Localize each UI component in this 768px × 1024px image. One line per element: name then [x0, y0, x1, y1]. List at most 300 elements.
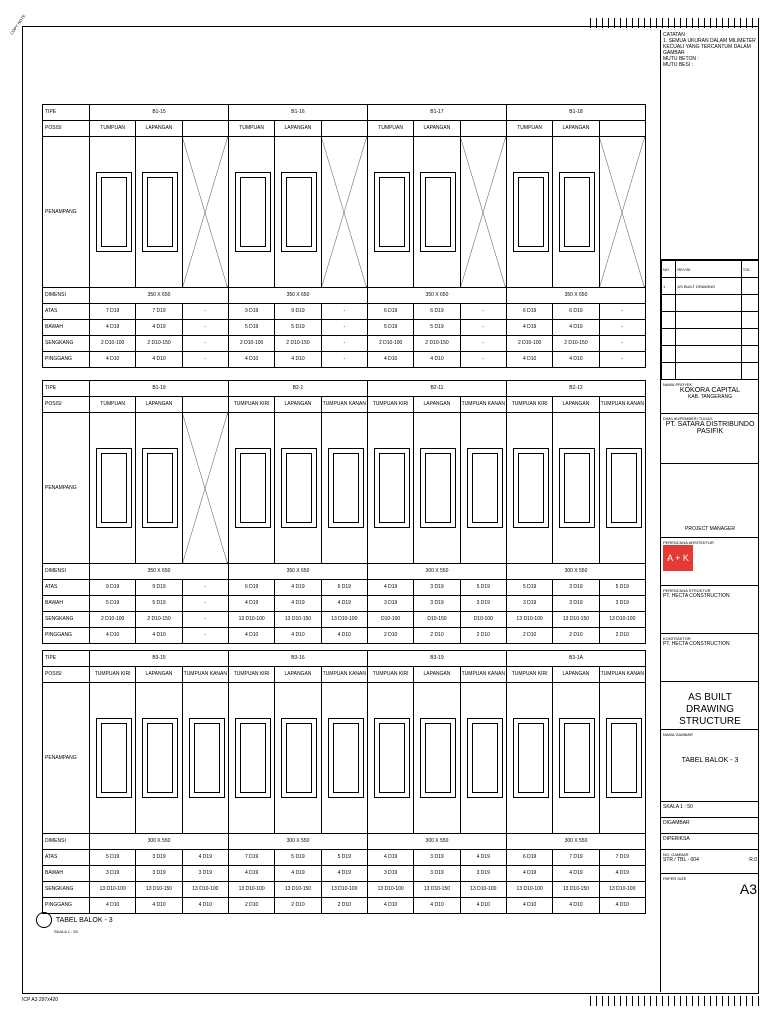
- beam-stirrup-value: 2 D10-100: [228, 336, 274, 352]
- beam-dimension: 350 X 650: [90, 288, 229, 304]
- beam-section: [460, 683, 506, 834]
- beam-bottom-value: 5 D19: [90, 596, 136, 612]
- beam-bottom-value: 5 D19: [367, 320, 413, 336]
- beam-position: LAPANGAN: [275, 397, 321, 413]
- cross-section-drawing: [420, 448, 456, 528]
- beam-bottom-value: 4 D19: [321, 596, 367, 612]
- cross-section-drawing: [374, 718, 410, 798]
- project-name: KOKORA CAPITAL: [679, 387, 741, 394]
- beam-bottom-value: -: [182, 596, 228, 612]
- notes-section: [661, 30, 759, 260]
- beam-position: TUMPUAN KIRI: [228, 397, 274, 413]
- beam-side-value: 2 D10: [506, 628, 552, 644]
- cross-section-drawing: [235, 718, 271, 798]
- beam-stirrup-value: 13 D10-100: [228, 882, 274, 898]
- beam-side-value: 2 D10: [228, 898, 274, 914]
- beam-side-value: 2 D10: [367, 628, 413, 644]
- beam-side-value: 4 D10: [90, 628, 136, 644]
- beam-dimension: 350 X 650: [90, 564, 229, 580]
- beam-stirrup-value: 2 D10-100: [90, 336, 136, 352]
- note-3: MUTU BESI :: [663, 62, 694, 68]
- beam-top-value: 5 D19: [460, 580, 506, 596]
- architect-section: [661, 538, 759, 586]
- beam-bottom-value: 3 D19: [506, 596, 552, 612]
- cross-section-drawing: [513, 448, 549, 528]
- beam-stirrup-value: 13 D10-100: [321, 612, 367, 628]
- beam-dimension: 350 X 650: [367, 288, 506, 304]
- beam-bottom-value: 3 D19: [553, 596, 599, 612]
- rev-col-desc: REVISI: [676, 261, 741, 278]
- beam-position: TUMPUAN KANAN: [460, 667, 506, 683]
- rev-col-no: NO: [662, 261, 676, 278]
- caption-circle-icon: [36, 912, 52, 928]
- beam-top-value: -: [182, 580, 228, 596]
- beam-top-value: 6 D19: [553, 304, 599, 320]
- scale-value: 1 : 50: [680, 804, 693, 810]
- beam-stirrup-value: 13 D10-100: [506, 882, 552, 898]
- beam-side-value: 4 D10: [136, 628, 182, 644]
- row-label: ATAS: [43, 304, 90, 320]
- beam-section: [136, 413, 182, 564]
- beam-position: TUMPUAN KIRI: [90, 667, 136, 683]
- beam-position: TUMPUAN KANAN: [182, 667, 228, 683]
- beam-stirrup-value: 2 D10-150: [414, 336, 460, 352]
- beam-side-value: 4 D10: [182, 898, 228, 914]
- beam-side-value: 4 D10: [90, 352, 136, 368]
- beam-top-value: 9 D19: [136, 580, 182, 596]
- beam-section: [367, 683, 413, 834]
- row-label: TIPE: [43, 105, 90, 121]
- cross-section-drawing: [328, 448, 364, 528]
- beam-top-value: 4 D19: [367, 580, 413, 596]
- beam-section: [275, 683, 321, 834]
- structure-company: PT. HECTA CONSTRUCTION: [663, 593, 730, 599]
- beam-position: TUMPUAN KANAN: [599, 667, 645, 683]
- cross-section-drawing: [96, 718, 132, 798]
- beam-top-value: 5 D19: [275, 850, 321, 866]
- beam-side-value: 2 D10: [599, 628, 645, 644]
- structure-label: PERENCANA STRUKTUR: [663, 588, 711, 593]
- beam-bottom-value: 4 D19: [136, 320, 182, 336]
- beam-name: B1-17: [367, 105, 506, 121]
- beam-top-value: 5 D19: [90, 850, 136, 866]
- beam-position: TUMPUAN KANAN: [599, 397, 645, 413]
- beam-bottom-value: 3 D19: [136, 866, 182, 882]
- sheet-no: STR / TBL - 004: [663, 857, 699, 863]
- beam-section: [460, 413, 506, 564]
- beam-top-value: 6 D19: [506, 304, 552, 320]
- row-label: BAWAH: [43, 596, 90, 612]
- pm-label: PROJECT MANAGER: [685, 526, 735, 532]
- beam-position: TUMPUAN KANAN: [321, 667, 367, 683]
- beam-stirrup-value: -: [460, 336, 506, 352]
- beam-stirrup-value: 13 D10-100: [321, 882, 367, 898]
- beam-name: B1-18: [506, 105, 645, 121]
- beam-top-value: 5 D19: [506, 580, 552, 596]
- row-label: SENGKANG: [43, 336, 90, 352]
- beam-bottom-value: 4 D19: [90, 320, 136, 336]
- beam-name: B1-16: [228, 105, 367, 121]
- owner-section: [661, 414, 759, 464]
- beam-bottom-value: 4 D19: [553, 320, 599, 336]
- beam-section: [275, 413, 321, 564]
- beam-name: B1-19: [90, 381, 229, 397]
- beam-bottom-value: 5 D19: [228, 320, 274, 336]
- beam-name: B2-1: [228, 381, 367, 397]
- scale-label: SKALA: [663, 804, 679, 810]
- row-label: TIPE: [43, 651, 90, 667]
- paper-size: A3: [739, 881, 757, 897]
- beam-section: [321, 683, 367, 834]
- drawing-name-section: [661, 730, 759, 802]
- sheet-no-label: NO. GAMBAR: [663, 852, 689, 857]
- beam-top-value: -: [321, 304, 367, 320]
- beam-position: LAPANGAN: [414, 397, 460, 413]
- row-label: SENGKANG: [43, 612, 90, 628]
- beam-top-value: 4 D19: [182, 850, 228, 866]
- beam-top-value: 6 D19: [414, 304, 460, 320]
- caption-title: TABEL BALOK - 3: [55, 916, 113, 924]
- beam-bottom-value: 4 D19: [228, 596, 274, 612]
- beam-side-value: -: [460, 352, 506, 368]
- beam-bottom-value: 4 D19: [275, 596, 321, 612]
- beam-name: B3-1A: [506, 651, 645, 667]
- beam-name: B2-12: [506, 381, 645, 397]
- beam-bottom-value: 4 D19: [506, 866, 552, 882]
- beam-section: [414, 413, 460, 564]
- beam-position: TUMPUAN: [228, 121, 274, 137]
- beam-section: [228, 683, 274, 834]
- beam-stirrup-value: 13 D10-100: [506, 612, 552, 628]
- note-2: MUTU BETON :: [663, 56, 699, 62]
- beam-section: [321, 413, 367, 564]
- beam-top-value: 7 D19: [553, 850, 599, 866]
- beam-position: [599, 121, 645, 137]
- beam-stirrup-value: D10-150: [414, 612, 460, 628]
- beam-section: [553, 683, 599, 834]
- footer-note: ICP A3 297x420: [22, 997, 59, 1003]
- row-label: DIMENSI: [43, 288, 90, 304]
- beam-section: [553, 137, 599, 288]
- beam-top-value: 7 D19: [228, 850, 274, 866]
- beam-bottom-value: 4 D19: [553, 866, 599, 882]
- beam-top-value: 7 D19: [599, 850, 645, 866]
- beam-position: [321, 121, 367, 137]
- beam-bottom-value: 4 D19: [599, 866, 645, 882]
- beam-top-value: 7 D19: [136, 304, 182, 320]
- cross-section-drawing: [467, 718, 503, 798]
- cross-section-drawing: [142, 448, 178, 528]
- caption-scale: SKALA 1 : 50: [54, 929, 78, 934]
- bottom-ruler: [590, 996, 760, 1006]
- beam-dimension: 300 X 550: [90, 834, 229, 850]
- beam-bottom-value: 5 D19: [275, 320, 321, 336]
- cross-section-drawing: [467, 448, 503, 528]
- project-location: KAB. TANGERANG: [688, 394, 732, 400]
- architect-logo: A + K: [663, 545, 693, 571]
- beam-position: TUMPUAN: [90, 121, 136, 137]
- drawing-name-label: NAMA GAMBAR: [663, 732, 693, 737]
- beam-bottom-value: 4 D19: [321, 866, 367, 882]
- beam-section: [228, 137, 274, 288]
- beam-stirrup-value: 2 D10-100: [90, 612, 136, 628]
- beam-name: B3-15: [90, 651, 229, 667]
- row-label: PENAMPANG: [43, 683, 90, 834]
- revision-table: [661, 260, 759, 380]
- beam-section: [599, 683, 645, 834]
- cross-section-drawing: [235, 448, 271, 528]
- row-label: DIMENSI: [43, 834, 90, 850]
- checked-row: DIPERIKSA: [661, 834, 759, 850]
- beam-stirrup-value: D10-100: [367, 612, 413, 628]
- beam-position: LAPANGAN: [136, 667, 182, 683]
- architect-label: PERENCANA ARSITEKTUR: [663, 540, 714, 545]
- beam-position: TUMPUAN KANAN: [321, 397, 367, 413]
- beam-position: [460, 121, 506, 137]
- beam-top-value: 7 D19: [90, 304, 136, 320]
- beam-group: [42, 380, 646, 644]
- paper-label: PAPER SIZE: [663, 876, 687, 881]
- beam-stirrup-value: -: [599, 336, 645, 352]
- beam-side-value: 2 D10: [460, 628, 506, 644]
- drawn-row: DIGAMBAR: [661, 818, 759, 834]
- owner-name: PT. SATARA DISTRIBUNDO PASIFIK: [665, 421, 755, 435]
- beam-section: [275, 137, 321, 288]
- beam-bottom-value: 3 D19: [182, 866, 228, 882]
- beam-section: [182, 137, 228, 288]
- beam-side-value: 4 D10: [506, 898, 552, 914]
- beam-side-value: 4 D10: [228, 352, 274, 368]
- cross-section-drawing: [606, 718, 642, 798]
- scale-row: [661, 802, 759, 818]
- beam-position: TUMPUAN KIRI: [367, 667, 413, 683]
- beam-side-value: 2 D10: [321, 898, 367, 914]
- beam-group: [42, 104, 646, 368]
- beam-stirrup-value: 13 D10-100: [460, 882, 506, 898]
- beam-bottom-value: 5 D19: [136, 596, 182, 612]
- beam-position: TUMPUAN KIRI: [228, 667, 274, 683]
- beam-stirrup-value: 13 D10-100: [228, 612, 274, 628]
- beam-tables: [42, 104, 646, 934]
- beam-dimension: 300 X 550: [228, 834, 367, 850]
- rev-desc: AS BUILT DRAWING: [676, 278, 741, 295]
- beam-position: TUMPUAN: [506, 121, 552, 137]
- beam-position: LAPANGAN: [553, 397, 599, 413]
- beam-bottom-value: 3 D19: [90, 866, 136, 882]
- beam-section: [506, 137, 552, 288]
- row-label: BAWAH: [43, 866, 90, 882]
- cross-section-drawing: [96, 172, 132, 252]
- beam-section: [367, 137, 413, 288]
- cross-section-drawing: [559, 172, 595, 252]
- beam-bottom-value: 3 D19: [414, 866, 460, 882]
- beam-section: [367, 413, 413, 564]
- project-label: NAMA PROYEK: [663, 382, 693, 387]
- beam-bottom-value: -: [182, 320, 228, 336]
- beam-top-value: 3 D19: [414, 580, 460, 596]
- beam-side-value: 4 D10: [414, 898, 460, 914]
- beam-section: [136, 137, 182, 288]
- row-label: BAWAH: [43, 320, 90, 336]
- beam-side-value: 4 D10: [367, 898, 413, 914]
- cross-section-drawing: [420, 172, 456, 252]
- beam-position: LAPANGAN: [275, 121, 321, 137]
- row-label: SENGKANG: [43, 882, 90, 898]
- beam-side-value: 4 D10: [414, 352, 460, 368]
- beam-top-value: 4 D19: [367, 850, 413, 866]
- beam-top-value: 5 D19: [599, 580, 645, 596]
- beam-stirrup-value: -: [321, 336, 367, 352]
- beam-side-value: -: [321, 352, 367, 368]
- row-label: PINGGANG: [43, 898, 90, 914]
- beam-name: B3-19: [367, 651, 506, 667]
- beam-dimension: 300 X 550: [367, 564, 506, 580]
- beam-table: [42, 104, 646, 368]
- beam-side-value: 4 D10: [506, 352, 552, 368]
- drawing-name: TABEL BALOK - 3: [681, 757, 739, 764]
- beam-dimension: 350 X 650: [228, 288, 367, 304]
- beam-stirrup-value: 2 D10-150: [275, 336, 321, 352]
- drawing-status: AS BUILT DRAWING STRUCTURE: [661, 682, 759, 730]
- beam-name: B1-15: [90, 105, 229, 121]
- beam-top-value: 4 D19: [275, 580, 321, 596]
- beam-top-value: -: [599, 304, 645, 320]
- row-label: ATAS: [43, 580, 90, 596]
- beam-stirrup-value: 13 D10-150: [275, 612, 321, 628]
- beam-side-value: 4 D10: [228, 628, 274, 644]
- beam-position: [182, 397, 228, 413]
- contractor-company: PT. HECTA CONSTRUCTION: [663, 641, 730, 647]
- beam-side-value: -: [182, 352, 228, 368]
- row-label: TIPE: [43, 381, 90, 397]
- beam-side-value: 2 D10: [275, 898, 321, 914]
- cross-section-drawing: [142, 172, 178, 252]
- beam-name: B2-11: [367, 381, 506, 397]
- beam-section: [90, 137, 136, 288]
- beam-position: LAPANGAN: [553, 121, 599, 137]
- cross-section-drawing: [328, 718, 364, 798]
- beam-position: TUMPUAN: [367, 121, 413, 137]
- copy-stamp: COPY NOTE: [8, 13, 27, 36]
- cross-section-drawing: [235, 172, 271, 252]
- beam-top-value: 5 D19: [321, 850, 367, 866]
- cross-section-drawing: [513, 718, 549, 798]
- beam-section: [599, 137, 645, 288]
- beam-bottom-value: 3 D19: [460, 866, 506, 882]
- beam-top-value: -: [460, 304, 506, 320]
- beam-top-value: 3 D19: [553, 580, 599, 596]
- row-label: ATAS: [43, 850, 90, 866]
- beam-side-value: 4 D10: [553, 898, 599, 914]
- cross-section-drawing: [559, 718, 595, 798]
- row-label: PINGGANG: [43, 352, 90, 368]
- beam-side-value: 4 D10: [136, 898, 182, 914]
- beam-table: [42, 650, 646, 914]
- row-label: PENAMPANG: [43, 413, 90, 564]
- cross-section-drawing: [374, 172, 410, 252]
- beam-section: [506, 413, 552, 564]
- beam-section: [228, 413, 274, 564]
- beam-stirrup-value: 2 D10-150: [136, 612, 182, 628]
- rev-col-date: TGL: [741, 261, 758, 278]
- beam-bottom-value: 4 D19: [275, 866, 321, 882]
- cross-section-drawing: [559, 448, 595, 528]
- beam-side-value: 2 D10: [414, 628, 460, 644]
- beam-stirrup-value: 13 D10-100: [599, 612, 645, 628]
- beam-position: TUMPUAN: [90, 397, 136, 413]
- beam-position: TUMPUAN KIRI: [506, 397, 552, 413]
- cross-section-drawing: [281, 172, 317, 252]
- beam-top-value: 6 D19: [506, 850, 552, 866]
- beam-section: [414, 683, 460, 834]
- beam-position: TUMPUAN KANAN: [460, 397, 506, 413]
- beam-section: [90, 683, 136, 834]
- beam-stirrup-value: 13 D10-150: [414, 882, 460, 898]
- beam-dimension: 350 X 650: [228, 564, 367, 580]
- beam-stirrup-value: 13 D10-100: [182, 882, 228, 898]
- beam-stirrup-value: 13 D10-150: [136, 882, 182, 898]
- beam-top-value: 3 D19: [136, 850, 182, 866]
- beam-stirrup-value: 13 D10-100: [367, 882, 413, 898]
- sheet-no-row: [661, 850, 759, 874]
- title-block: [660, 30, 759, 992]
- beam-top-value: 6 D19: [321, 580, 367, 596]
- beam-section: [90, 413, 136, 564]
- beam-side-value: 4 D10: [136, 352, 182, 368]
- beam-position: LAPANGAN: [553, 667, 599, 683]
- row-label: DIMENSI: [43, 564, 90, 580]
- beam-stirrup-value: 13 D10-150: [553, 882, 599, 898]
- owner-label: DIMILIKI/PEMBERI TUGAS: [663, 416, 713, 421]
- beam-section: [506, 683, 552, 834]
- beam-table: [42, 380, 646, 644]
- drawing-caption: [36, 912, 113, 935]
- beam-side-value: 4 D10: [90, 898, 136, 914]
- cross-section-drawing: [281, 718, 317, 798]
- row-label: POSISI: [43, 397, 90, 413]
- beam-dimension: 300 X 550: [367, 834, 506, 850]
- beam-top-value: 6 D19: [367, 304, 413, 320]
- beam-section: [182, 683, 228, 834]
- beam-position: TUMPUAN KIRI: [506, 667, 552, 683]
- rev-no: 1: [662, 278, 676, 295]
- beam-stirrup-value: 2 D10-150: [553, 336, 599, 352]
- cross-section-drawing: [374, 448, 410, 528]
- cross-section-drawing: [606, 448, 642, 528]
- beam-bottom-value: 3 D19: [367, 866, 413, 882]
- contractor-label: KONTRAKTOR: [663, 636, 691, 641]
- beam-stirrup-value: 13 D10-150: [275, 882, 321, 898]
- beam-bottom-value: 3 D19: [599, 596, 645, 612]
- contractor-section: [661, 634, 759, 682]
- row-label: POSISI: [43, 667, 90, 683]
- note-1: 1. SEMUA UKURAN DALAM MILIMETER KECUALI YANG TERCANTUM DALAM GAMBAR: [663, 38, 756, 56]
- cross-section-drawing: [420, 718, 456, 798]
- beam-position: [182, 121, 228, 137]
- beam-side-value: 4 D10: [275, 352, 321, 368]
- beam-stirrup-value: 2 D10-150: [136, 336, 182, 352]
- paper-row: [661, 874, 759, 910]
- beam-top-value: 6 D19: [228, 580, 274, 596]
- beam-stirrup-value: 2 D10-100: [367, 336, 413, 352]
- beam-bottom-value: 4 D19: [228, 866, 274, 882]
- beam-bottom-value: -: [599, 320, 645, 336]
- beam-bottom-value: -: [321, 320, 367, 336]
- beam-stirrup-value: 13 D10-100: [599, 882, 645, 898]
- beam-position: LAPANGAN: [414, 667, 460, 683]
- cross-section-drawing: [281, 448, 317, 528]
- beam-side-value: -: [182, 628, 228, 644]
